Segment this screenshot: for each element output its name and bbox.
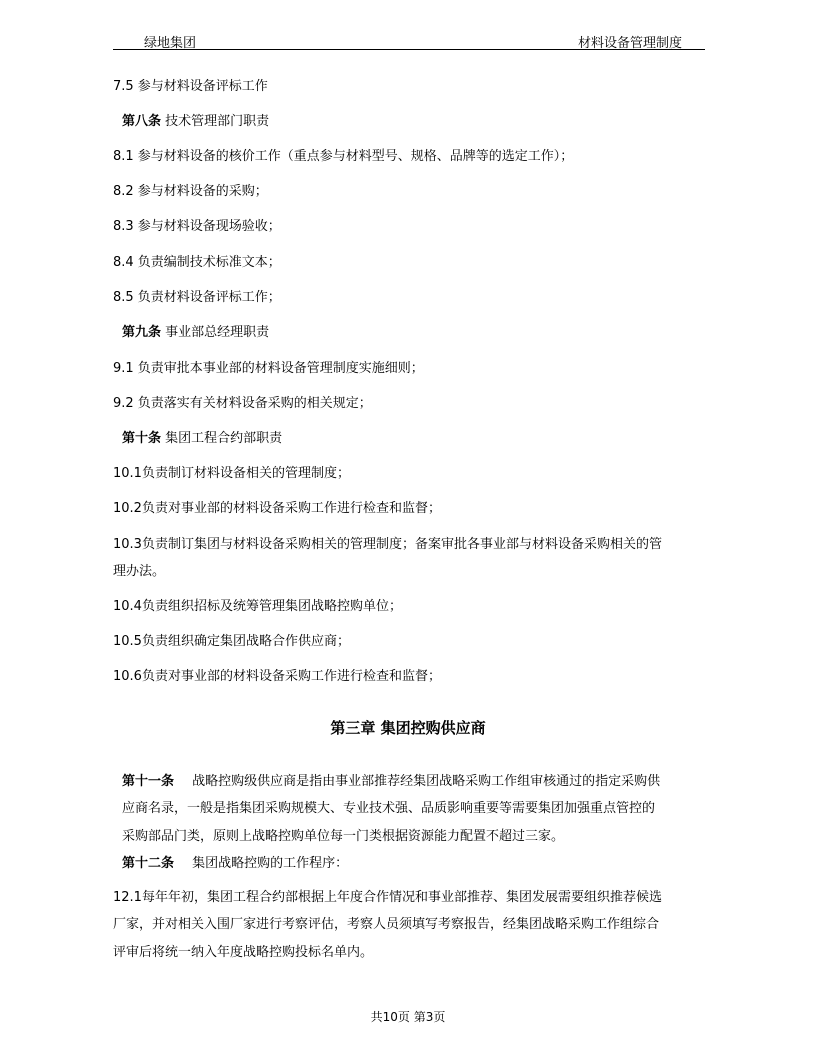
article-11-title: 第十一条 <box>122 774 175 789</box>
article-10-title: 第十条 <box>122 431 162 446</box>
item-8-1: 8.1 参与材料设备的核价工作（重点参与材料型号、规格、品牌等的选定工作）； <box>113 149 574 164</box>
article-11-text: 战略控购级供应商是指由事业部推荐经集团战略采购工作组审核通过的指定采购供 <box>192 774 661 789</box>
page-footer: 共10页 第3页 <box>370 1010 446 1024</box>
article-12-title: 第十二条 <box>122 856 175 871</box>
item-10-3-line2: 理办法。 <box>113 564 166 579</box>
item-9-2: 9.2 负责落实有关材料设备采购的相关规定； <box>113 396 372 411</box>
item-10-6: 10.6负责对事业部的材料设备采购工作进行检查和监督； <box>113 669 441 684</box>
page-header-right: 材料设备管理制度 <box>578 36 683 51</box>
chapter-3-heading: 第三章 集团控购供应商 <box>330 719 486 737</box>
item-10-1: 10.1负责制订材料设备相关的管理制度； <box>113 466 350 481</box>
article-11-line3: 采购部品门类，原则上战略控购单位每一门类根据资源能力配置不超过三家。 <box>122 829 565 844</box>
item-10-5: 10.5负责组织确定集团战略合作供应商； <box>113 634 350 649</box>
item-10-2: 10.2负责对事业部的材料设备采购工作进行检查和监督； <box>113 501 441 516</box>
article-12-text: 集团战略控购的工作程序： <box>192 856 349 871</box>
article-9 <box>122 321 269 340</box>
article-9-title: 第九条 <box>122 325 162 340</box>
article-9-text: 事业部总经理职责 <box>165 325 270 340</box>
header-rule <box>113 49 705 50</box>
article-8-title: 第八条 <box>122 114 162 129</box>
article-10 <box>122 427 282 446</box>
item-8-3: 8.3 参与材料设备现场验收； <box>113 219 281 234</box>
item-8-5: 8.5 负责材料设备评标工作； <box>113 290 281 305</box>
item-12-1-line2: 厂家，并对相关入围厂家进行考察评估，考察人员须填写考察报告，经集团战略采购工作组综合 <box>113 917 660 932</box>
item-8-4: 8.4 负责编制技术标准文本； <box>113 255 281 270</box>
article-8 <box>122 110 269 129</box>
article-11-line2: 应商名录，一般是指集团采购规模大、专业技术强、品质影响重要等需要集团加强重点管控的 <box>122 801 656 816</box>
item-10-4: 10.4负责组织招标及统筹管理集团战略控购单位； <box>113 599 402 614</box>
article-11-line1 <box>122 770 660 789</box>
item-12-1-line1: 12.1每年年初，集团工程合约部根据上年度合作情况和事业部推荐、集团发展需要组织推荐候选 <box>113 890 662 905</box>
item-7-5: 7.5 参与材料设备评标工作 <box>113 79 268 94</box>
item-12-1-line3: 评审后将统一纳入年度战略控购投标名单内。 <box>113 945 374 960</box>
article-12 <box>122 852 348 871</box>
article-8-text: 技术管理部门职责 <box>165 114 270 129</box>
item-10-3-line1: 10.3负责制订集团与材料设备采购相关的管理制度；备案审批各事业部与材料设备采购相关的管 <box>113 537 662 552</box>
item-8-2: 8.2 参与材料设备的采购； <box>113 184 268 199</box>
article-10-text: 集团工程合约部职责 <box>165 431 283 446</box>
page-header-left: 绿地集团 <box>144 36 197 51</box>
item-9-1: 9.1 负责审批本事业部的材料设备管理制度实施细则； <box>113 361 424 376</box>
